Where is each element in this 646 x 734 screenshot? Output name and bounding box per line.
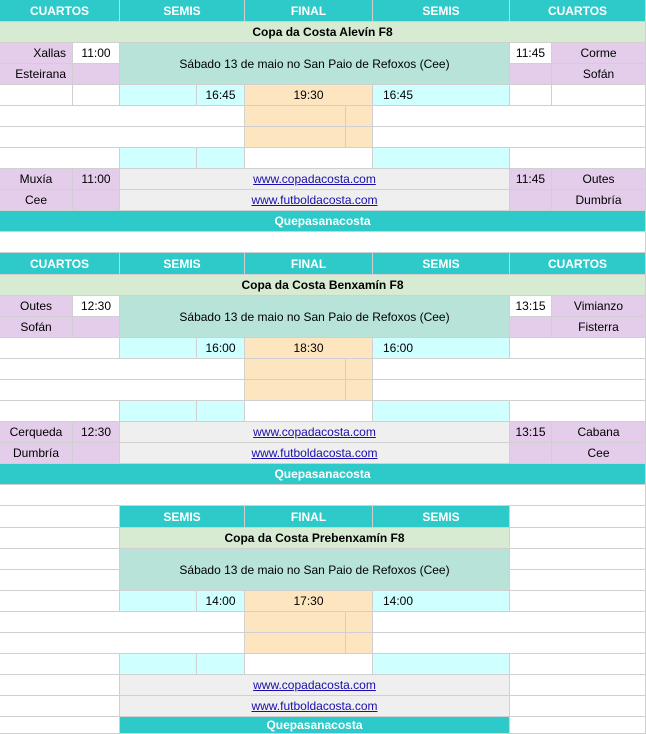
empty-cell[interactable] (510, 591, 646, 612)
empty-cell[interactable] (73, 190, 120, 211)
match-time[interactable]: 11:00 (73, 43, 120, 64)
empty-cell[interactable] (0, 106, 245, 127)
final-time[interactable]: 19:30 (245, 85, 373, 106)
link-futboldacosta[interactable] (120, 190, 510, 211)
empty-cell[interactable] (0, 401, 120, 422)
header-cuartos-right: CUARTOS (510, 0, 646, 22)
empty-cell[interactable] (510, 549, 646, 570)
semi-time-left[interactable]: 16:45 (197, 85, 245, 106)
final-score-slot[interactable] (245, 612, 346, 633)
semi-slot[interactable] (373, 654, 510, 675)
empty-cell[interactable] (73, 64, 120, 85)
empty-cell[interactable] (0, 570, 120, 591)
header-semis-left: SEMIS (120, 0, 245, 22)
tournament-title: Copa da Costa Benxamín F8 (0, 275, 646, 296)
empty-cell[interactable] (245, 654, 373, 675)
final-score-slot[interactable] (245, 127, 346, 148)
match-time[interactable]: 11:45 (510, 169, 552, 190)
semi-slot[interactable] (197, 148, 245, 169)
empty-cell[interactable] (0, 127, 245, 148)
tournament-title: Copa da Costa Alevín F8 (0, 22, 646, 43)
empty-cell[interactable] (510, 338, 646, 359)
team-cell[interactable]: Xallas (0, 43, 73, 64)
final-score-slot[interactable] (245, 380, 346, 401)
empty-cell[interactable] (0, 549, 120, 570)
final-score-slot[interactable] (245, 633, 346, 654)
empty-cell[interactable] (552, 85, 646, 106)
team-cell[interactable]: Dumbría (0, 443, 73, 464)
brand-banner: Quepasanacosta (0, 464, 646, 485)
semi-time-right[interactable]: 16:45 (373, 85, 510, 106)
final-score-slot[interactable] (346, 359, 373, 380)
empty-cell[interactable] (510, 190, 552, 211)
tournament-title: Copa da Costa Prebenxamín F8 (120, 528, 510, 549)
empty-cell[interactable] (0, 380, 245, 401)
header-cuartos-right: CUARTOS (510, 253, 646, 275)
empty-cell[interactable] (510, 696, 646, 717)
semi-slot[interactable] (120, 401, 197, 422)
empty-row[interactable] (0, 232, 646, 253)
team-cell[interactable]: Muxía (0, 169, 73, 190)
link-copadacosta[interactable] (120, 675, 510, 696)
header-final: FINAL (245, 506, 373, 528)
semi-slot[interactable] (120, 148, 197, 169)
semi-slot[interactable] (373, 148, 510, 169)
empty-cell[interactable] (0, 654, 120, 675)
final-score-slot[interactable] (346, 127, 373, 148)
link-futboldacosta[interactable] (120, 443, 510, 464)
empty-cell[interactable] (510, 654, 646, 675)
brand-banner: Quepasanacosta (120, 717, 510, 734)
empty-cell[interactable] (373, 127, 646, 148)
empty-cell[interactable] (0, 612, 245, 633)
team-cell[interactable]: Vimianzo (552, 296, 646, 317)
semi-slot[interactable] (197, 654, 245, 675)
header-final: FINAL (245, 253, 373, 275)
empty-cell[interactable] (0, 633, 245, 654)
semi-slot[interactable] (197, 401, 245, 422)
semi-time-left[interactable]: 16:00 (197, 338, 245, 359)
semi-time-left[interactable]: 14:00 (197, 591, 245, 612)
header-cuartos-left: CUARTOS (0, 0, 120, 22)
team-cell[interactable]: Esteirana (0, 64, 73, 85)
empty-cell[interactable] (510, 528, 646, 549)
link-futboldacosta-text[interactable]: www.futboldacosta.com (251, 699, 378, 713)
link-futboldacosta[interactable] (120, 696, 510, 717)
semi-slot[interactable] (373, 401, 510, 422)
team-cell[interactable]: Outes (0, 296, 73, 317)
team-cell[interactable]: Sofán (552, 64, 646, 85)
empty-cell[interactable] (510, 85, 552, 106)
empty-row[interactable] (0, 485, 646, 506)
link-copadacosta[interactable] (120, 422, 510, 443)
match-time[interactable]: 12:30 (73, 422, 120, 443)
final-time[interactable]: 18:30 (245, 338, 373, 359)
venue-info: Sábado 13 de maio no San Paio de Refoxos (Cee) (120, 43, 510, 85)
header-semis-right: SEMIS (373, 0, 510, 22)
empty-cell[interactable] (0, 675, 120, 696)
empty-cell[interactable] (510, 443, 552, 464)
empty-cell[interactable] (245, 401, 373, 422)
link-copadacosta-text[interactable]: www.copadacosta.com (253, 425, 376, 439)
empty-cell[interactable] (510, 506, 646, 528)
empty-cell[interactable] (373, 633, 646, 654)
empty-cell[interactable] (73, 85, 120, 106)
empty-cell[interactable] (0, 717, 120, 734)
final-score-slot[interactable] (346, 106, 373, 127)
team-cell[interactable]: Cee (0, 190, 73, 211)
semi-time-right[interactable]: 14:00 (373, 591, 510, 612)
link-copadacosta-text[interactable]: www.copadacosta.com (253, 678, 376, 692)
team-cell[interactable]: Sofán (0, 317, 73, 338)
empty-cell[interactable] (373, 380, 646, 401)
link-copadacosta[interactable] (120, 169, 510, 190)
empty-cell[interactable] (245, 148, 373, 169)
team-cell[interactable]: Outes (552, 169, 646, 190)
team-cell[interactable]: Cerqueda (0, 422, 73, 443)
header-semis-right: SEMIS (373, 506, 510, 528)
final-score-slot[interactable] (346, 633, 373, 654)
empty-cell[interactable] (510, 317, 552, 338)
match-time[interactable]: 11:45 (510, 43, 552, 64)
header-semis-left: SEMIS (120, 253, 245, 275)
match-time[interactable]: 13:15 (510, 422, 552, 443)
venue-info: Sábado 13 de maio no San Paio de Refoxos (Cee) (120, 296, 510, 338)
team-cell[interactable]: Corme (552, 43, 646, 64)
semi-time-right[interactable]: 16:00 (373, 338, 510, 359)
final-score-slot[interactable] (346, 612, 373, 633)
final-score-slot[interactable] (245, 359, 346, 380)
link-futboldacosta-text[interactable]: www.futboldacosta.com (251, 193, 378, 207)
link-copadacosta-text[interactable]: www.copadacosta.com (253, 172, 376, 186)
empty-cell[interactable] (0, 696, 120, 717)
header-semis-left: SEMIS (120, 506, 245, 528)
venue-info: Sábado 13 de maio no San Paio de Refoxos (Cee) (120, 549, 510, 591)
empty-cell[interactable] (510, 64, 552, 85)
team-cell[interactable]: Dumbría (552, 190, 646, 211)
empty-cell[interactable] (73, 443, 120, 464)
semi-slot[interactable] (120, 591, 197, 612)
empty-cell[interactable] (73, 317, 120, 338)
empty-cell[interactable] (510, 675, 646, 696)
final-score-slot[interactable] (245, 106, 346, 127)
semi-slot[interactable] (120, 338, 197, 359)
team-cell[interactable]: Cabana (552, 422, 646, 443)
empty-cell[interactable] (373, 612, 646, 633)
empty-cell[interactable] (510, 401, 646, 422)
empty-cell[interactable] (0, 148, 120, 169)
empty-cell[interactable] (0, 85, 73, 106)
match-time[interactable]: 11:00 (73, 169, 120, 190)
final-score-slot[interactable] (346, 380, 373, 401)
semi-slot[interactable] (120, 654, 197, 675)
team-cell[interactable]: Cee (552, 443, 646, 464)
header-cuartos-left: CUARTOS (0, 253, 120, 275)
empty-cell[interactable] (510, 148, 646, 169)
empty-cell[interactable] (510, 717, 646, 734)
empty-cell[interactable] (0, 506, 120, 528)
link-futboldacosta-text[interactable]: www.futboldacosta.com (251, 446, 378, 460)
team-cell[interactable]: Fisterra (552, 317, 646, 338)
semi-slot[interactable] (120, 85, 197, 106)
match-time[interactable]: 12:30 (73, 296, 120, 317)
header-semis-right: SEMIS (373, 253, 510, 275)
empty-cell[interactable] (0, 359, 245, 380)
empty-cell[interactable] (0, 528, 120, 549)
brand-banner: Quepasanacosta (0, 211, 646, 232)
empty-cell[interactable] (373, 359, 646, 380)
header-final: FINAL (245, 0, 373, 22)
final-time[interactable]: 17:30 (245, 591, 373, 612)
empty-cell[interactable] (0, 591, 120, 612)
match-time[interactable]: 13:15 (510, 296, 552, 317)
empty-cell[interactable] (510, 570, 646, 591)
empty-cell[interactable] (0, 338, 120, 359)
empty-cell[interactable] (373, 106, 646, 127)
